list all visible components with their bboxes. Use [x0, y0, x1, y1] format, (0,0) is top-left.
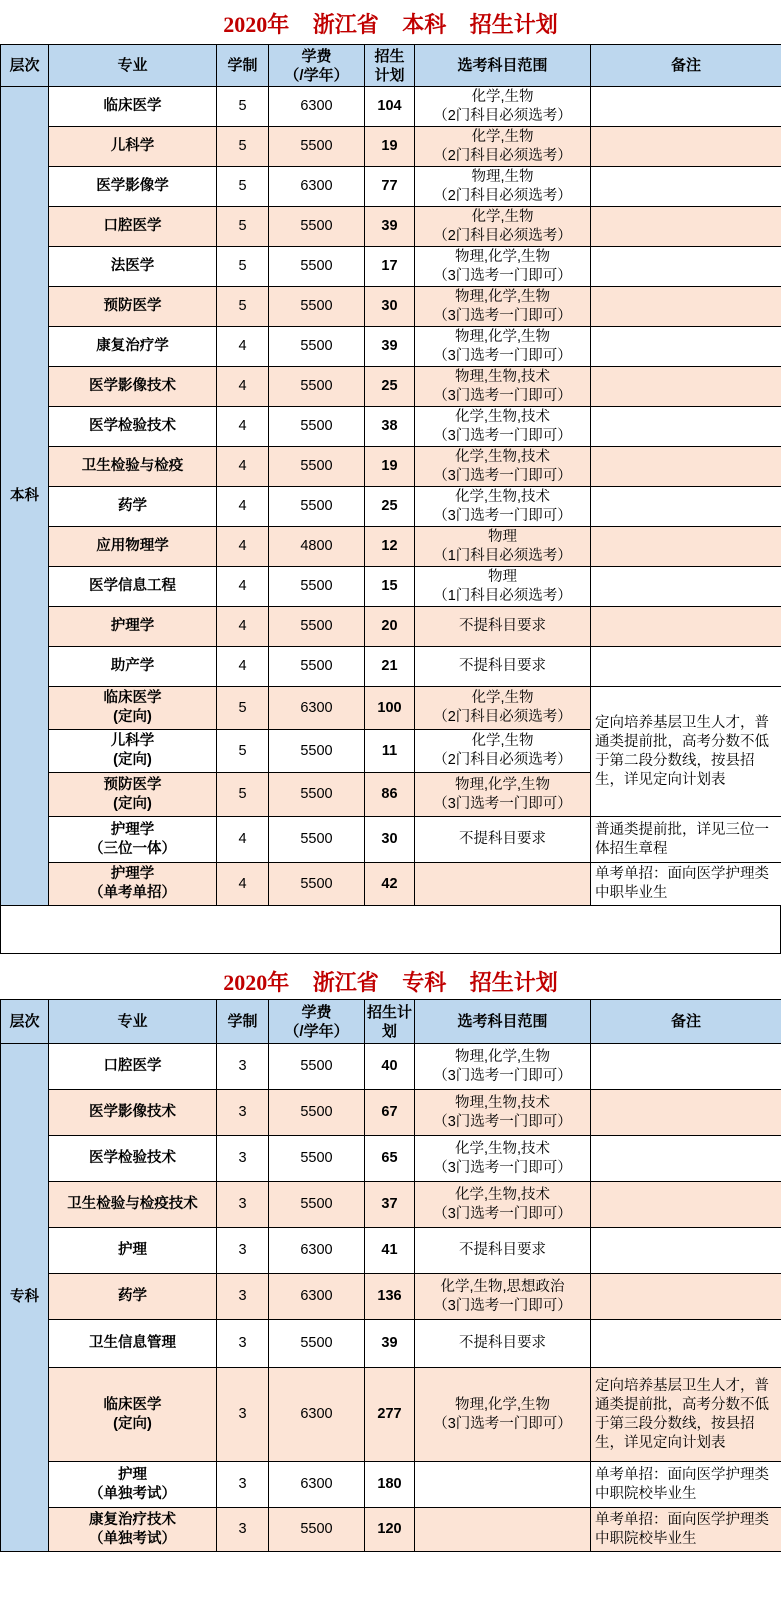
study-years: 3: [217, 1508, 269, 1552]
enrollment-quota: 19: [365, 447, 415, 487]
study-years: 5: [217, 87, 269, 127]
subject-requirements: [415, 1508, 591, 1552]
major-name: 医学影像学: [49, 167, 217, 207]
note-cell: [591, 127, 781, 167]
note-cell: [591, 87, 781, 127]
enrollment-quota: 37: [365, 1182, 415, 1228]
tuition-fee: 5500: [269, 607, 365, 647]
tuition-fee: 5500: [269, 327, 365, 367]
tuition-fee: 5500: [269, 127, 365, 167]
enrollment-quota: 20: [365, 607, 415, 647]
study-years: 5: [217, 287, 269, 327]
note-cell: 单考单招：面向医学护理类中职院校毕业生: [591, 1508, 781, 1552]
enrollment-quota: 40: [365, 1044, 415, 1090]
header-major: 专业: [49, 1000, 217, 1044]
subject-requirements: 化学,生物 （2门科目必须选考）: [415, 87, 591, 127]
table-row: [1, 1228, 781, 1274]
header-notes: 备注: [591, 1000, 781, 1044]
subject-requirements: 物理,生物,技术 （3门选考一门即可）: [415, 367, 591, 407]
tuition-fee: 5500: [269, 863, 365, 906]
tuition-fee: 5500: [269, 287, 365, 327]
study-years: 4: [217, 863, 269, 906]
study-years: 4: [217, 327, 269, 367]
note-cell: [591, 207, 781, 247]
header-fee: 学费 （/学年）: [269, 45, 365, 87]
tuition-fee: 5500: [269, 1044, 365, 1090]
subject-requirements: 化学,生物 （2门科目必须选考）: [415, 730, 591, 773]
table-row: [1, 567, 781, 607]
major-name: 护理学 （三位一体）: [49, 817, 217, 863]
enrollment-quota: 19: [365, 127, 415, 167]
note-cell: [591, 567, 781, 607]
subject-requirements: 物理,生物 （2门科目必须选考）: [415, 167, 591, 207]
subject-requirements: 不提科目要求: [415, 817, 591, 863]
study-years: 3: [217, 1462, 269, 1508]
header-subjects: 选考科目范围: [415, 1000, 591, 1044]
table-row: [1, 287, 781, 327]
enrollment-quota: 11: [365, 730, 415, 773]
subject-requirements: 物理,化学,生物 （3门选考一门即可）: [415, 327, 591, 367]
table-row: [1, 487, 781, 527]
study-years: 4: [217, 527, 269, 567]
table-row: [1, 817, 781, 863]
tuition-fee: 5500: [269, 1508, 365, 1552]
header-level: 层次: [1, 1000, 49, 1044]
tuition-fee: 5500: [269, 1090, 365, 1136]
enrollment-quota: 136: [365, 1274, 415, 1320]
zhuanke-title: 2020年 浙江省 专科 招生计划: [223, 970, 558, 995]
subject-requirements: 化学,生物,技术 （3门选考一门即可）: [415, 1182, 591, 1228]
enrollment-quota: 21: [365, 647, 415, 687]
study-years: 5: [217, 127, 269, 167]
study-years: 4: [217, 567, 269, 607]
tuition-fee: 5500: [269, 1320, 365, 1368]
table-row: [1, 87, 781, 127]
subject-requirements: 化学,生物,技术 （3门选考一门即可）: [415, 1136, 591, 1182]
note-cell: [591, 327, 781, 367]
note-cell: 定向培养基层卫生人才，普通类提前批，高考分数不低于第二段分数线，按县招生，详见定向计划表: [591, 687, 781, 817]
tuition-fee: 6300: [269, 1462, 365, 1508]
enrollment-quota: 17: [365, 247, 415, 287]
tuition-fee: 5500: [269, 487, 365, 527]
major-name: 医学影像技术: [49, 367, 217, 407]
major-name: 儿科学: [49, 127, 217, 167]
study-years: 3: [217, 1274, 269, 1320]
subject-requirements: 物理,化学,生物 （3门选考一门即可）: [415, 1044, 591, 1090]
table-row: [1, 327, 781, 367]
note-cell: [591, 1090, 781, 1136]
benke-title: 2020年 浙江省 本科 招生计划: [223, 12, 558, 37]
study-years: 4: [217, 817, 269, 863]
tuition-fee: 5500: [269, 247, 365, 287]
note-cell: [591, 1182, 781, 1228]
major-name: 医学信息工程: [49, 567, 217, 607]
major-name: 卫生信息管理: [49, 1320, 217, 1368]
enrollment-quota: 120: [365, 1508, 415, 1552]
study-years: 3: [217, 1228, 269, 1274]
table-row: [1, 207, 781, 247]
subject-requirements: 物理,化学,生物 （3门选考一门即可）: [415, 287, 591, 327]
note-cell: [591, 1136, 781, 1182]
table-row: [1, 687, 781, 730]
header-fee: 学费 （/学年）: [269, 1000, 365, 1044]
study-years: 5: [217, 730, 269, 773]
major-name: 临床医学: [49, 87, 217, 127]
tuition-fee: 5500: [269, 567, 365, 607]
major-name: 卫生检验与检疫: [49, 447, 217, 487]
blank-row: [0, 905, 781, 954]
enrollment-quota: 77: [365, 167, 415, 207]
study-years: 3: [217, 1136, 269, 1182]
table-row: [1, 527, 781, 567]
tuition-fee: 5500: [269, 407, 365, 447]
subject-requirements: 不提科目要求: [415, 647, 591, 687]
header-subjects: 选考科目范围: [415, 45, 591, 87]
major-name: 口腔医学: [49, 1044, 217, 1090]
study-years: 4: [217, 647, 269, 687]
note-cell: [591, 647, 781, 687]
table-row: [1, 127, 781, 167]
table-row: [1, 1274, 781, 1320]
enrollment-quota: 42: [365, 863, 415, 906]
major-name: 护理 （单独考试）: [49, 1462, 217, 1508]
subject-requirements: 物理,化学,生物 （3门选考一门即可）: [415, 773, 591, 817]
table-row: [1, 863, 781, 906]
note-cell: [591, 407, 781, 447]
table-row: [1, 447, 781, 487]
tuition-fee: 5500: [269, 367, 365, 407]
study-years: 5: [217, 773, 269, 817]
tuition-fee: 5500: [269, 647, 365, 687]
subject-requirements: 物理 （1门科目必须选考）: [415, 567, 591, 607]
enrollment-quota: 104: [365, 87, 415, 127]
note-cell: [591, 527, 781, 567]
major-name: 医学检验技术: [49, 1136, 217, 1182]
major-name: 药学: [49, 1274, 217, 1320]
note-cell: 单考单招：面向医学护理类中职毕业生: [591, 863, 781, 906]
enrollment-quota: 39: [365, 207, 415, 247]
note-cell: [591, 1320, 781, 1368]
study-years: 3: [217, 1090, 269, 1136]
tuition-fee: 5500: [269, 207, 365, 247]
subject-requirements: 物理,化学,生物 （3门选考一门即可）: [415, 1368, 591, 1462]
header-years: 学制: [217, 1000, 269, 1044]
table-row: [1, 1462, 781, 1508]
tuition-fee: 6300: [269, 1274, 365, 1320]
study-years: 5: [217, 207, 269, 247]
major-name: 法医学: [49, 247, 217, 287]
note-cell: [591, 1044, 781, 1090]
header-notes: 备注: [591, 45, 781, 87]
study-years: 3: [217, 1044, 269, 1090]
enrollment-quota: 30: [365, 287, 415, 327]
level-cell: 本科: [1, 87, 49, 906]
note-cell: 普通类提前批，详见三位一体招生章程: [591, 817, 781, 863]
table-row: [1, 367, 781, 407]
note-cell: [591, 367, 781, 407]
tuition-fee: 6300: [269, 1228, 365, 1274]
note-cell: [591, 447, 781, 487]
table-row: [1, 1182, 781, 1228]
header-major: 专业: [49, 45, 217, 87]
tuition-fee: 5500: [269, 1136, 365, 1182]
enrollment-quota: 12: [365, 527, 415, 567]
subject-requirements: 化学,生物 （2门科目必须选考）: [415, 687, 591, 730]
major-name: 应用物理学: [49, 527, 217, 567]
enrollment-quota: 25: [365, 367, 415, 407]
table-row: [1, 1508, 781, 1552]
major-name: 医学影像技术: [49, 1090, 217, 1136]
major-name: 卫生检验与检疫技术: [49, 1182, 217, 1228]
table-row: [1, 1368, 781, 1462]
tuition-fee: 5500: [269, 773, 365, 817]
major-name: 护理学 （单考单招）: [49, 863, 217, 906]
subject-requirements: 化学,生物,思想政治 （3门选考一门即可）: [415, 1274, 591, 1320]
study-years: 3: [217, 1182, 269, 1228]
subject-requirements: 化学,生物 （2门科目必须选考）: [415, 207, 591, 247]
study-years: 4: [217, 487, 269, 527]
zhuanke-plan-table: [0, 999, 781, 1552]
tuition-fee: 6300: [269, 687, 365, 730]
note-cell: 定向培养基层卫生人才，普通类提前批，高考分数不低于第三段分数线，按县招生，详见定向计划表: [591, 1368, 781, 1462]
enrollment-quota: 30: [365, 817, 415, 863]
tuition-fee: 5500: [269, 817, 365, 863]
subject-requirements: 化学,生物,技术 （3门选考一门即可）: [415, 407, 591, 447]
enrollment-quota: 41: [365, 1228, 415, 1274]
major-name: 预防医学: [49, 287, 217, 327]
tuition-fee: 6300: [269, 87, 365, 127]
enrollment-quota: 65: [365, 1136, 415, 1182]
major-name: 助产学: [49, 647, 217, 687]
table-row: [1, 1320, 781, 1368]
study-years: 4: [217, 607, 269, 647]
note-cell: [591, 287, 781, 327]
study-years: 5: [217, 687, 269, 730]
subject-requirements: 物理,生物,技术 （3门选考一门即可）: [415, 1090, 591, 1136]
table-row: [1, 1136, 781, 1182]
subject-requirements: 不提科目要求: [415, 1228, 591, 1274]
major-name: 康复治疗学: [49, 327, 217, 367]
study-years: 4: [217, 367, 269, 407]
table-row: [1, 167, 781, 207]
study-years: 3: [217, 1320, 269, 1368]
enrollment-quota: 39: [365, 327, 415, 367]
enrollment-quota: 38: [365, 407, 415, 447]
enrollment-quota: 277: [365, 1368, 415, 1462]
subject-requirements: 物理,化学,生物 （3门选考一门即可）: [415, 247, 591, 287]
header-level: 层次: [1, 45, 49, 87]
enrollment-quota: 86: [365, 773, 415, 817]
note-cell: [591, 607, 781, 647]
tuition-fee: 6300: [269, 167, 365, 207]
note-cell: [591, 487, 781, 527]
major-name: 临床医学 (定向): [49, 1368, 217, 1462]
tuition-fee: 5500: [269, 1182, 365, 1228]
table-row: [1, 1090, 781, 1136]
note-cell: [591, 167, 781, 207]
subject-requirements: [415, 863, 591, 906]
table-row: [1, 607, 781, 647]
subject-requirements: 物理 （1门科目必须选考）: [415, 527, 591, 567]
benke-plan-table: [0, 44, 781, 906]
study-years: 4: [217, 407, 269, 447]
major-name: 口腔医学: [49, 207, 217, 247]
major-name: 药学: [49, 487, 217, 527]
enrollment-quota: 25: [365, 487, 415, 527]
note-cell: [591, 1228, 781, 1274]
subject-requirements: [415, 1462, 591, 1508]
note-cell: 单考单招：面向医学护理类中职院校毕业生: [591, 1462, 781, 1508]
tuition-fee: 5500: [269, 447, 365, 487]
subject-requirements: 不提科目要求: [415, 1320, 591, 1368]
level-cell: 专科: [1, 1044, 49, 1552]
header-quota: 招生计 划: [365, 1000, 415, 1044]
tuition-fee: 5500: [269, 730, 365, 773]
table-row: [1, 647, 781, 687]
enrollment-quota: 67: [365, 1090, 415, 1136]
major-name: 护理: [49, 1228, 217, 1274]
major-name: 儿科学 (定向): [49, 730, 217, 773]
subject-requirements: 化学,生物,技术 （3门选考一门即可）: [415, 447, 591, 487]
tuition-fee: 6300: [269, 1368, 365, 1462]
subject-requirements: 不提科目要求: [415, 607, 591, 647]
major-name: 康复治疗技术 （单独考试）: [49, 1508, 217, 1552]
study-years: 3: [217, 1368, 269, 1462]
tuition-fee: 4800: [269, 527, 365, 567]
table-row: [1, 407, 781, 447]
subject-requirements: 化学,生物,技术 （3门选考一门即可）: [415, 487, 591, 527]
header-quota: 招生 计划: [365, 45, 415, 87]
study-years: 5: [217, 167, 269, 207]
note-cell: [591, 247, 781, 287]
study-years: 5: [217, 247, 269, 287]
enrollment-quota: 100: [365, 687, 415, 730]
study-years: 4: [217, 447, 269, 487]
major-name: 预防医学 (定向): [49, 773, 217, 817]
subject-requirements: 化学,生物 （2门科目必须选考）: [415, 127, 591, 167]
table-row: [1, 1044, 781, 1090]
enrollment-quota: 180: [365, 1462, 415, 1508]
table-row: [1, 247, 781, 287]
major-name: 医学检验技术: [49, 407, 217, 447]
enrollment-quota: 39: [365, 1320, 415, 1368]
header-years: 学制: [217, 45, 269, 87]
major-name: 临床医学 (定向): [49, 687, 217, 730]
major-name: 护理学: [49, 607, 217, 647]
enrollment-quota: 15: [365, 567, 415, 607]
note-cell: [591, 1274, 781, 1320]
